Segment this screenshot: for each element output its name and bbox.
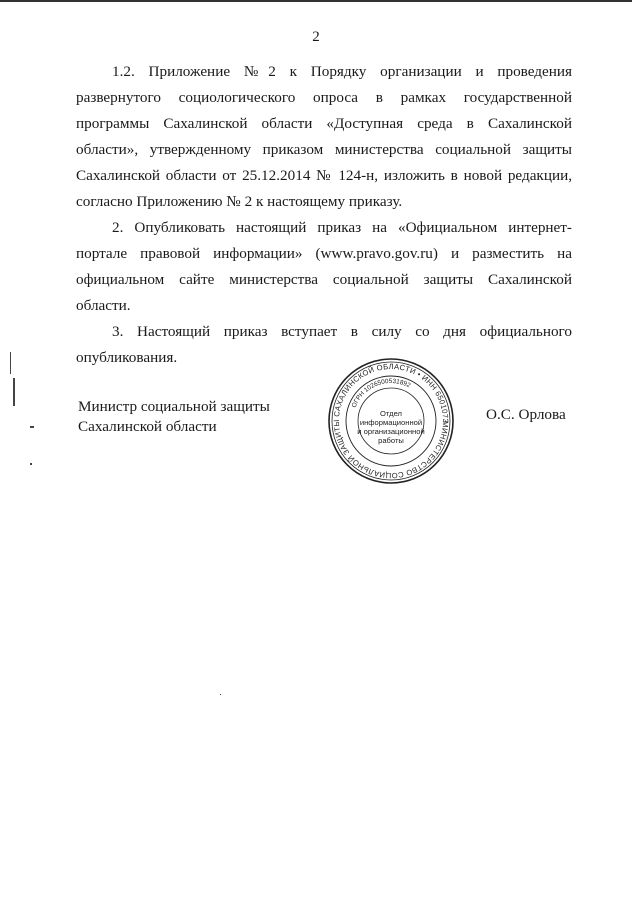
svg-text:ОГРН 1026500531892 — [351, 378, 412, 409]
paragraph-3: 3. Настоящий приказ вступает в силу со дня официального опубликования. — [76, 323, 572, 366]
stamp-inner-line-2: информационной — [359, 418, 423, 427]
scan-mark — [220, 694, 221, 695]
paragraph-1-2: 1.2. Приложение №2 к Порядку организации и проведения развернутого социологического опроса в рамках государственной программы Сахалинской области «Доступная среда в Сахалинской области», утвержденному приказом министерства социальной защиты Сахалинской области от 25.12.2014 № 124-н, изложить в новой редакции, согласно Приложению № 2 к настоящему приказу. — [76, 63, 572, 210]
scan-mark — [10, 352, 11, 374]
stamp-inner-line-3: и организационной — [357, 427, 425, 436]
stamp-ogrn-text: ОГРН 1026500531892 — [350, 377, 412, 409]
position-line-1: Министр социальной защиты — [78, 398, 270, 415]
top-edge-line — [0, 0, 632, 2]
signatory-position — [78, 397, 270, 437]
document-body — [76, 59, 572, 371]
scan-mark — [30, 463, 32, 465]
stamp-department — [355, 409, 427, 445]
scan-mark — [13, 378, 15, 406]
position-line-2: Сахалинской области — [78, 418, 217, 435]
stamp-inner-line-4: работы — [378, 436, 404, 445]
scan-mark — [30, 426, 34, 428]
page-number: 2 — [312, 29, 320, 45]
stamp-inner-line-1: Отдел — [380, 409, 402, 418]
official-stamp — [326, 356, 456, 486]
paragraph-2: 2. Опубликовать настоящий приказ на «Официальном интернет-портале правовой информации» (www.pravo.gov.ru) и разместить на официальном сайте министерства социальной защиты Сахалинской области. — [76, 219, 572, 314]
signatory-name: О.С. Орлова — [486, 406, 566, 423]
stamp-ring-text: МИНИСТЕРСТВО СОЦИАЛЬНОЙ ЗАЩИТЫ САХАЛИНСКОЙ ОБЛАСТИ • ИНН 6501073 — [331, 361, 451, 481]
